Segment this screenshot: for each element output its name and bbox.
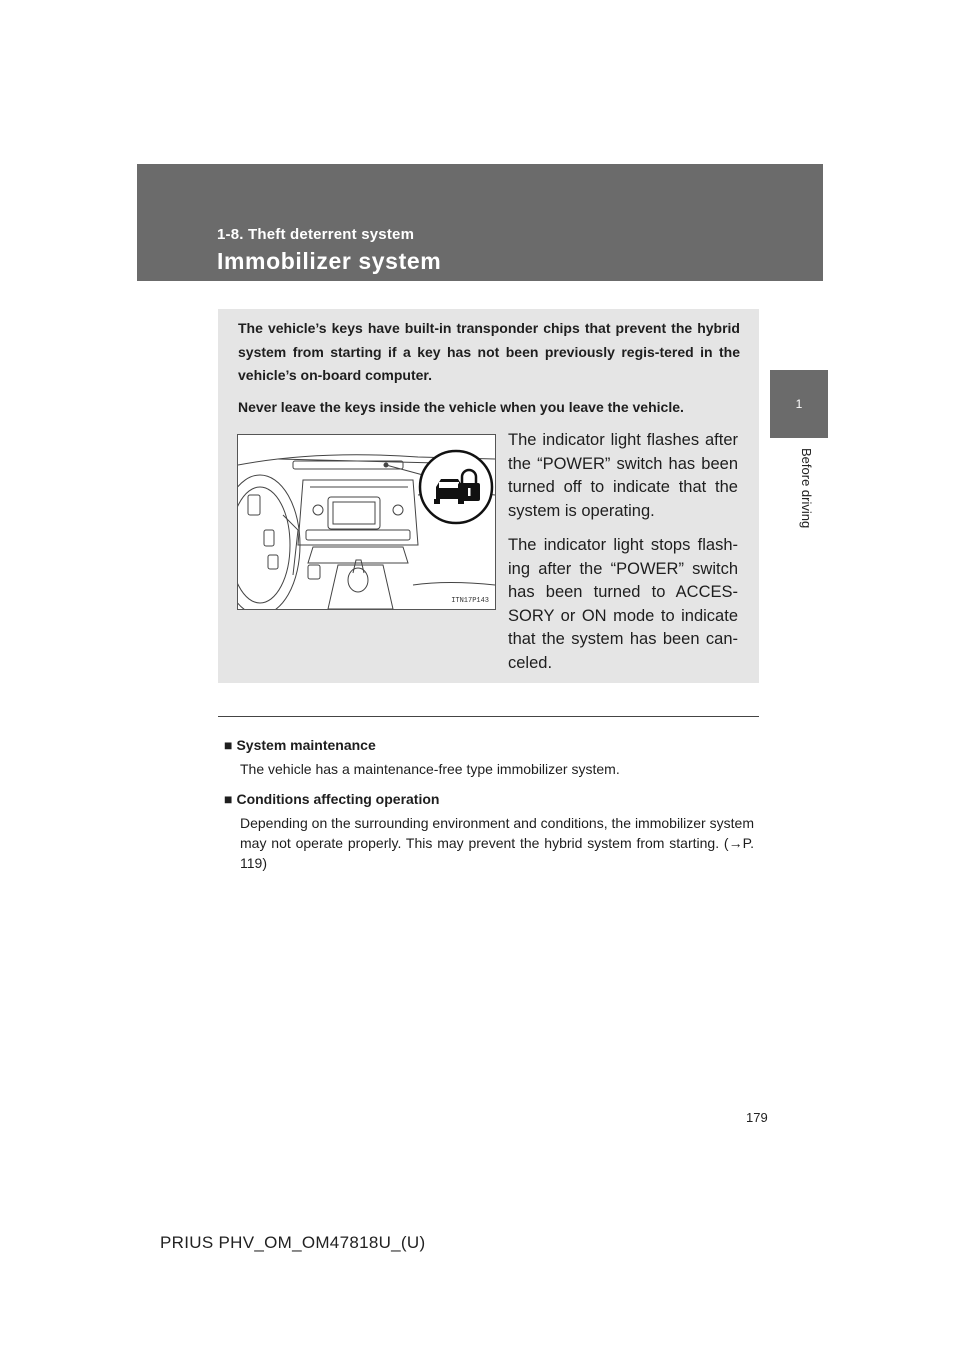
intro-warning: Never leave the keys inside the vehicle when you leave the vehicle. (238, 398, 684, 415)
bullet-square-icon: ■ (224, 737, 233, 753)
chapter-label: Before driving (799, 448, 814, 529)
section-label: 1-8. Theft deterrent system (217, 226, 415, 243)
chapter-number: 1 (795, 397, 803, 411)
intro-paragraph: The vehicle’s keys have built-in transponder chips that prevent the hybrid system from starting if a key has not been previously regis-tered in the vehicle’s on-board computer. (238, 320, 740, 383)
chapter-header (137, 164, 823, 281)
intro-box (218, 309, 759, 683)
page-title: Immobilizer system (217, 248, 442, 274)
page-number: 179 (746, 1110, 768, 1125)
dashboard-drawing (238, 435, 495, 609)
chapter-tab[interactable] (770, 370, 828, 438)
immobilizer-indicator-icon (420, 451, 492, 523)
indicator-flashes-text: The indicator light flashes after the “POWER” switch has been turned off to indicate that the system is operating. (508, 431, 738, 520)
notes-section (224, 735, 754, 883)
figure-description (508, 429, 738, 686)
note-title-maintenance: ■ System maintenance (224, 737, 376, 753)
figure-label: ITN17P143 (451, 597, 489, 605)
section-divider (218, 716, 759, 717)
note-title-conditions: ■ Conditions affecting operation (224, 791, 440, 807)
note-body-conditions: Depending on the surrounding environment and conditions, the immobilizer system may not operate properly. This may prevent the hybrid system from starting. (→P. 119) (240, 815, 754, 871)
bullet-square-icon: ■ (224, 791, 233, 807)
document-id: PRIUS PHV_OM_OM47818U_(U) (160, 1233, 426, 1252)
note-body-maintenance: The vehicle has a maintenance-free type immobilizer system. (240, 761, 620, 777)
intro-text (238, 317, 740, 427)
indicator-stops-text: The indicator light stops flash-ing after the “POWER” switch has been turned to ACCES-SORY or ON mode to indicate that the system has been can-celed. (508, 536, 738, 672)
dashboard-illustration (237, 434, 496, 610)
